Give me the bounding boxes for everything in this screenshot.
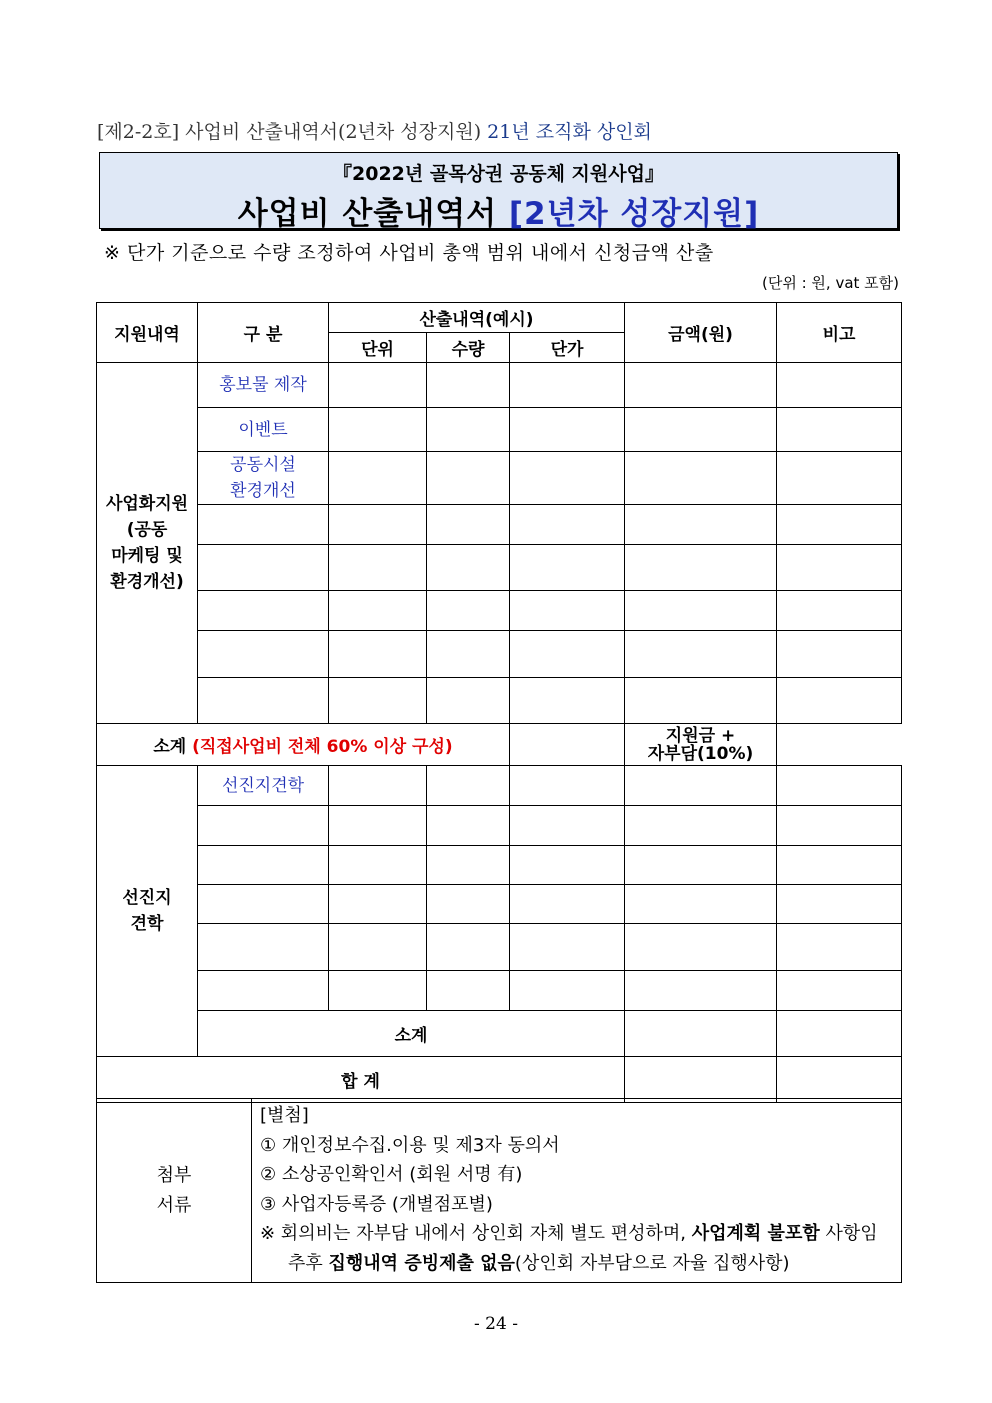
total-remark[interactable] [777,1057,902,1103]
notice: ※ 단가 기준으로 수량 조정하여 사업비 총액 범위 내에서 신청금액 산출 [104,242,714,264]
cell[interactable] [777,591,902,631]
note-bold: 사업계획 불포함 [691,1223,820,1244]
attachments-table [96,1098,902,1283]
cell[interactable] [777,545,902,591]
item-facility-text: 공동시설 환경개선 [230,455,296,501]
budget-table [96,302,902,1103]
header-note: 비고 [777,303,902,363]
note-text: (상인회 자부담으로 자율 집행사항) [514,1252,790,1274]
cell[interactable] [777,408,902,452]
item-facility [198,452,329,505]
cell[interactable] [427,363,510,408]
cell[interactable] [625,846,777,885]
title-main [100,188,897,233]
attachments-body [252,1099,902,1283]
cell[interactable] [427,452,510,505]
cell[interactable] [198,505,329,545]
cell[interactable] [510,363,625,408]
cell[interactable] [427,678,510,724]
cell[interactable] [198,806,329,846]
section2-label-text: 선진지 견학 [122,888,172,934]
header-unit: 단위 [329,333,427,363]
cell[interactable] [329,924,427,971]
attachments-label [97,1099,252,1283]
cell[interactable] [427,846,510,885]
cell[interactable] [329,545,427,591]
cell[interactable] [329,363,427,408]
cell[interactable] [625,545,777,591]
cell[interactable] [777,766,902,806]
cell[interactable] [777,846,902,885]
note-text: 사항임 [819,1223,878,1244]
attachment-note [260,1219,901,1249]
cell[interactable] [198,678,329,724]
title-main-text: 사업비 산출내역서 [237,196,509,232]
cell[interactable] [329,631,427,678]
section1-label-text: 사업화지원 (공동 마케팅 및 환경개선) [105,494,189,592]
cell[interactable] [777,631,902,678]
item-tour: 선진지견학 [198,766,329,806]
cell[interactable] [427,806,510,846]
cell[interactable] [427,545,510,591]
cell[interactable] [329,591,427,631]
cell[interactable] [427,971,510,1011]
cell[interactable] [329,971,427,1011]
section1-subtotal-remark-text: 지원금 + 자부담(10%) [647,725,754,764]
cell[interactable] [777,924,902,971]
cell[interactable] [427,885,510,924]
cell[interactable] [427,505,510,545]
cell[interactable] [329,408,427,452]
cell[interactable] [625,505,777,545]
cell[interactable] [510,766,625,806]
cell[interactable] [510,885,625,924]
cell[interactable] [510,545,625,591]
cell[interactable] [510,924,625,971]
header-calc: 산출내역(예시) [329,303,625,333]
section2-subtotal: 소계 [198,1011,625,1057]
cell[interactable] [329,766,427,806]
cell[interactable] [510,452,625,505]
cell[interactable] [198,631,329,678]
cell[interactable] [777,678,902,724]
cell[interactable] [625,631,777,678]
section1-subtotal-label: 소계 [153,737,187,757]
section1-label [97,363,198,724]
cell[interactable] [510,505,625,545]
section1-subtotal [97,724,510,766]
header-support: 지원내역 [97,303,198,363]
cell[interactable] [625,924,777,971]
cell[interactable] [777,806,902,846]
total-label: 합 계 [97,1057,625,1103]
attachment-item: ② 소상공인확인서 (회원 서명 有) [260,1164,523,1185]
cell[interactable] [427,766,510,806]
cell[interactable] [777,971,902,1011]
header-price: 단가 [510,333,625,363]
cell[interactable] [427,924,510,971]
cell[interactable] [625,591,777,631]
cell[interactable] [198,971,329,1011]
cell[interactable] [625,971,777,1011]
header-qty: 수량 [427,333,510,363]
cell[interactable] [777,363,902,408]
form-label-suffix: 21년 조직화 상인회 [487,121,652,143]
cell[interactable] [198,885,329,924]
section1-subtotal-amount[interactable] [510,724,625,766]
cell[interactable] [329,505,427,545]
title-sub: 『2022년 골목상권 공동체 지원사업』 [333,163,664,185]
cell[interactable] [329,806,427,846]
unit-note: (단위 : 원, vat 포함) [762,274,899,292]
cell[interactable] [625,363,777,408]
cell[interactable] [329,678,427,724]
attachment-item: ③ 사업자등록증 (개별점포별) [260,1193,493,1215]
cell[interactable] [198,924,329,971]
note-bold: 집행내역 증빙제출 없음 [328,1252,515,1274]
attachment-note-line2 [260,1249,901,1279]
title-box [99,152,898,232]
section1-subtotal-note: (직접사업비 전체 60% 이상 구성) [192,737,453,757]
item-promo: 홍보물 제작 [198,363,329,408]
section2-label [97,766,198,1057]
page-number: - 24 - [474,1314,518,1334]
cell[interactable] [510,846,625,885]
cell[interactable] [510,631,625,678]
cell[interactable] [510,806,625,846]
cell[interactable] [777,885,902,924]
section2-subtotal-amount[interactable] [625,1011,777,1057]
note-text: ※ 회의비는 자부담 내에서 상인회 자체 별도 편성하며, [260,1223,692,1244]
form-label-prefix: [제2-2호] 사업비 산출내역서(2년차 성장지원) [97,121,488,143]
cell[interactable] [510,591,625,631]
section1-subtotal-remark [625,724,777,766]
cell[interactable] [625,678,777,724]
note-text: 추후 [288,1252,329,1274]
section2-subtotal-remark[interactable] [777,1011,902,1057]
cell[interactable] [427,591,510,631]
cell[interactable] [510,408,625,452]
cell[interactable] [198,591,329,631]
cell[interactable] [625,452,777,505]
attachment-item: ① 개인정보수집.이용 및 제3자 동의서 [260,1134,560,1156]
header-category: 구 분 [198,303,329,363]
header-amount: 금액(원) [625,303,777,363]
total-amount[interactable] [625,1057,777,1103]
title-main-highlight: [2년차 성장지원] [508,196,760,232]
cell[interactable] [329,885,427,924]
cell[interactable] [427,408,510,452]
cell[interactable] [777,452,902,505]
cell[interactable] [510,678,625,724]
cell[interactable] [427,631,510,678]
cell[interactable] [198,545,329,591]
cell[interactable] [510,971,625,1011]
cell[interactable] [777,505,902,545]
cell[interactable] [198,846,329,885]
attachments-heading: [별첨] [260,1105,309,1126]
cell[interactable] [625,766,777,806]
cell[interactable] [625,885,777,924]
form-label [97,117,652,144]
cell[interactable] [329,846,427,885]
cell[interactable] [329,452,427,505]
item-event: 이벤트 [198,408,329,452]
cell[interactable] [625,408,777,452]
cell[interactable] [625,806,777,846]
attachments-label-text: 첨부 서류 [156,1164,192,1216]
